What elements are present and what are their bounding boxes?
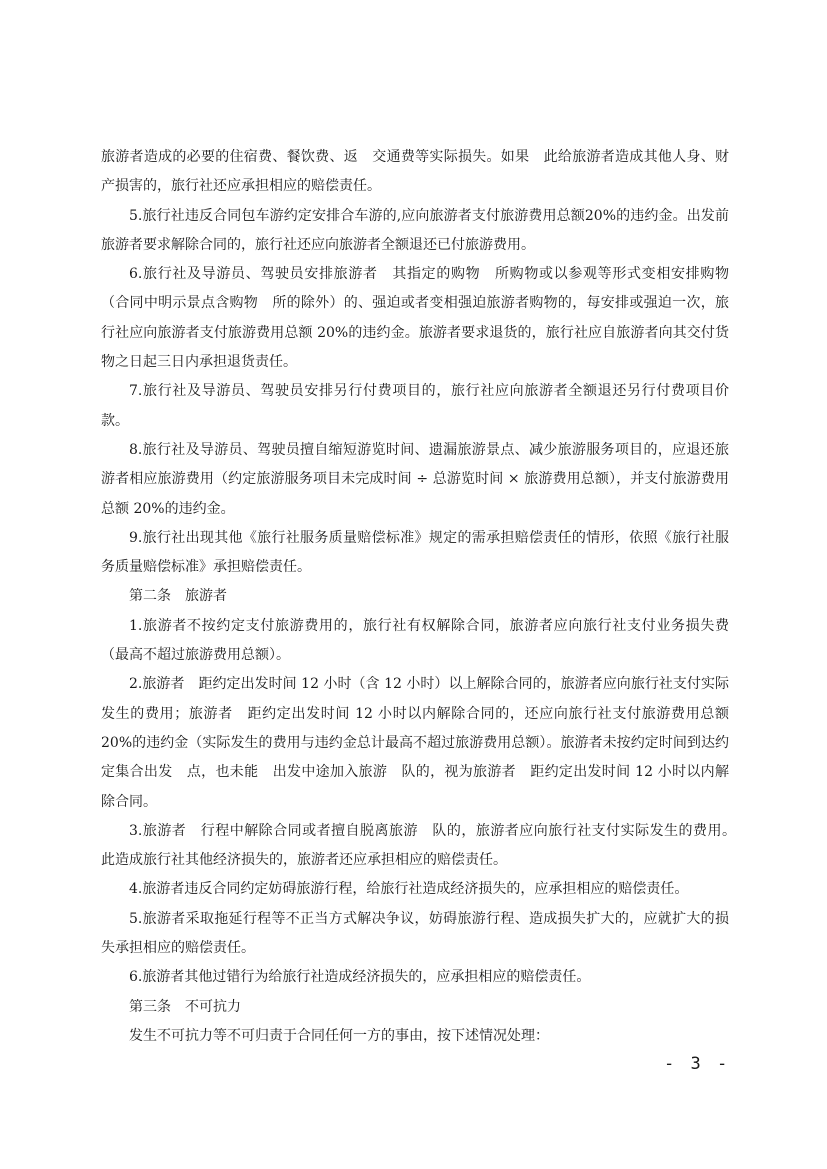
tourist-clause-4: 4.旅游者违反合同约定妨碍旅游行程，给旅行社造成经济损失的，应承担相应的赔偿责任。 — [129, 881, 689, 898]
tourist-clause-3: 3.旅游者 行程中解除合同或者擅自脱离旅游 队的，旅游者应向旅行社支付实际发生的费用。 此造成旅行社其他经济损失的，旅游者还应承担相应的赔偿责任。 — [101, 822, 743, 869]
tourist-clause-1: 1.旅游者不按约定支付旅游费用的，旅行社有权解除合同，旅游者应向旅行社支付业务损失费（最高不超过旅游费用总额）。 — [101, 617, 729, 664]
agency-clause-5: 5.旅行社违反合同包车游约定安排合车游的,应向旅游者支付旅游费用总额20%的违约金。出发前旅游者要求解除合同的，旅行社还应向旅游者全额退还已付旅游费用。 — [101, 207, 729, 253]
article-2-heading: 第二条 旅游者 — [129, 588, 227, 605]
document-body — [101, 143, 743, 1051]
tourist-clause-2: 2.旅游者 距约定出发时间 12 小时（含 12 小时）以上解除合同的，旅游者应向旅行社支付实际发生的费用；旅游者 距约定出发时间 12 小时以内解除合同的，还应向旅行社支付旅游费用总额 20%的违约金（实际发生的费用与违约金总计最高不超过旅游费用总额）。旅游者未按约定时间到达约定集合出发 点，也未能 出发中途加入旅游 队的，视为旅游者 距约定出发时间 12 小时以内解除合同。 — [101, 676, 729, 810]
page-number: - 3 - — [664, 1054, 731, 1074]
agency-clause-9: 9.旅行社出现其他《旅行社服务质量赔偿标准》规定的需承担赔偿责任的情形，依照《旅行社服务质量赔偿标准》承担赔偿责任。 — [101, 529, 729, 576]
tourist-clause-5: 5.旅游者采取拖延行程等不正当方式解决争议，妨碍旅游行程、造成损失扩大的，应就扩大的损失承担相应的赔偿责任。 — [101, 910, 729, 957]
agency-clause-8: 8.旅行社及导游员、驾驶员擅自缩短游览时间、遗漏旅游景点、减少旅游服务项目的，应退还旅游者相应旅游费用（约定旅游服务项目未完成时间 ÷ 总游览时间 × 旅游费用总额），并支付旅游费用总额 20%的违约金。 — [101, 441, 729, 517]
agency-clause-6: 6.旅行社及导游员、驾驶员安排旅游者 其指定的购物 所购物或以参观等形式变相安排购物（合同中明示景点含购物 所的除外）的、强迫或者变相强迫旅游者购物的，每安排或强迫一次，旅行社应向旅游者支付旅游费用总额 20%的违约金。旅游者要求退货的，旅行社应自旅游者向其交付货物之日起三日内承担退货责任。 — [101, 266, 729, 371]
agency-clause-7: 7.旅行社及导游员、驾驶员安排另行付费项目的，旅行社应向旅游者全额退还另行付费项目价款。 — [101, 383, 729, 429]
force-majeure-intro: 发生不可抗力等不可归责于合同任何一方的事由，按下述情况处理： — [129, 1027, 549, 1044]
continuation-paragraph: 旅游者造成的必要的住宿费、餐饮费、返 交通费等实际损失。如果 此给旅游者造成其他人身、财产损害的，旅行社还应承担相应的赔偿责任。 — [101, 149, 729, 195]
article-3-heading: 第三条 不可抗力 — [129, 998, 241, 1015]
tourist-clause-6: 6.旅游者其他过错行为给旅行社造成经济损失的，应承担相应的赔偿责任。 — [129, 969, 591, 986]
